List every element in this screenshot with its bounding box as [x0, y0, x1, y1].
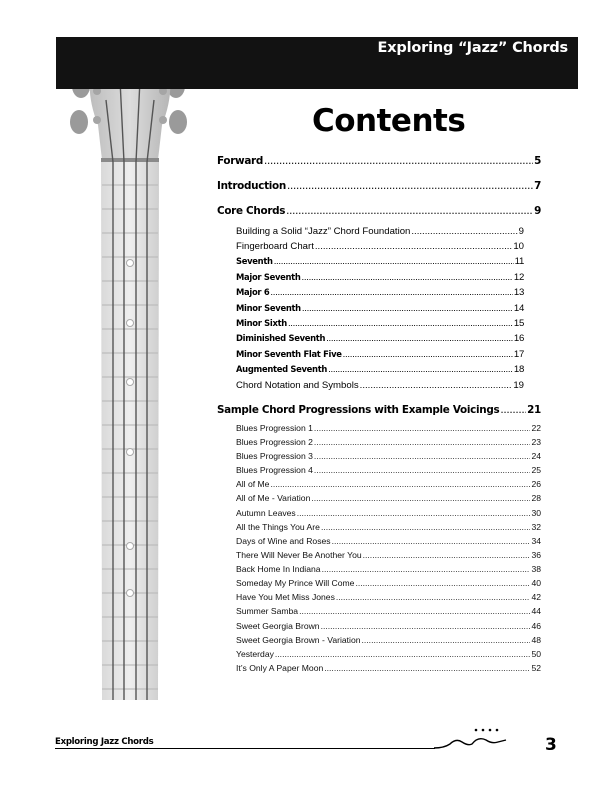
toc-entry-label: Summer Samba [236, 606, 299, 616]
toc-entry [236, 578, 541, 588]
toc-entry-label: All of Me [236, 479, 270, 489]
toc-leader-dots [264, 155, 533, 167]
toc-entry [236, 536, 541, 546]
toc-entry-page: 22 [531, 423, 541, 433]
toc-entry-label: Minor Seventh [236, 303, 301, 313]
toc-entry-page: 17 [513, 349, 524, 360]
page-number: 3 [545, 735, 557, 755]
toc-entry-label: All the Things You Are [236, 522, 320, 532]
toc-entry-page: 52 [531, 663, 541, 673]
toc-entry-page: 26 [531, 479, 541, 489]
toc-entry-page: 12 [513, 272, 524, 283]
toc-leader-dots [328, 364, 513, 375]
toc-entry-page: 32 [531, 522, 541, 532]
toc-entry [236, 380, 524, 391]
toc-entry-page: 21 [527, 404, 541, 416]
toc-entry-label: Minor Sixth [236, 318, 287, 328]
toc-entry [217, 155, 541, 167]
toc-entry [236, 287, 524, 298]
toc-entry [236, 423, 541, 433]
toc-entry [236, 522, 541, 532]
guitar-outline-icon [432, 726, 508, 752]
toc-entry-page: 23 [531, 437, 541, 447]
footer-title: Exploring Jazz Chords [55, 737, 154, 747]
toc-entry-page: 19 [513, 380, 524, 391]
toc-entry [236, 606, 541, 616]
toc-entry-label: Blues Progression 4 [236, 465, 313, 475]
toc-entry-label: Core Chords [217, 205, 286, 217]
toc-entry-label: It’s Only A Paper Moon [236, 663, 324, 673]
toc-entry [217, 180, 541, 192]
toc-entry [236, 256, 524, 267]
toc-entry [236, 226, 524, 237]
toc-entry [236, 437, 541, 447]
footer-rule [55, 748, 435, 749]
toc-entry-page: 10 [513, 241, 524, 252]
toc-entry-label: Sweet Georgia Brown - Variation [236, 635, 361, 645]
toc-entry-page: 7 [534, 180, 541, 192]
toc-leader-dots [286, 205, 533, 217]
toc-entry [236, 479, 541, 489]
toc-leader-dots [324, 663, 530, 673]
toc-entry [236, 241, 524, 252]
toc-entry-page: 14 [513, 303, 524, 314]
toc-entry-label: All of Me - Variation [236, 493, 311, 503]
toc-entry [236, 272, 524, 283]
toc-entry [236, 303, 524, 314]
toc-entry-label: Minor Seventh Flat Five [236, 349, 342, 359]
toc-entry [236, 592, 541, 602]
toc-entry [236, 349, 524, 360]
toc-leader-dots [299, 606, 530, 616]
toc-entry-label: Autumn Leaves [236, 508, 296, 518]
toc-entry [236, 564, 541, 574]
toc-entry-label: Days of Wine and Roses [236, 536, 331, 546]
toc-entry [236, 635, 541, 645]
toc-entry-label: Fingerboard Chart [236, 241, 314, 252]
toc-entry-page: 15 [513, 318, 524, 329]
toc-leader-dots [311, 493, 530, 503]
header-title: Exploring “Jazz” Chords [377, 40, 568, 56]
toc-entry-label: Someday My Prince Will Come [236, 578, 355, 588]
toc-leader-dots [287, 180, 533, 192]
toc-entry [236, 550, 541, 560]
toc-entry-label: Have You Met Miss Jones [236, 592, 335, 602]
toc-leader-dots [275, 649, 531, 659]
toc-entry-page: 13 [513, 287, 524, 298]
toc-leader-dots [336, 592, 531, 602]
toc-entry [236, 364, 524, 375]
toc-entry-page: 18 [513, 364, 524, 375]
toc-entry-label: Diminished Seventh [236, 333, 326, 343]
toc-entry-page: 42 [531, 592, 541, 602]
toc-entry-label: Augmented Seventh [236, 364, 328, 374]
toc-entry-page: 28 [531, 493, 541, 503]
toc-leader-dots [314, 465, 531, 475]
toc-entry-page: 48 [531, 635, 541, 645]
toc-entry [236, 508, 541, 518]
toc-entry [236, 451, 541, 461]
toc-entry-page: 46 [531, 621, 541, 631]
toc-entry [236, 465, 541, 475]
toc-entry-label: Building a Solid “Jazz” Chord Foundation [236, 226, 411, 237]
toc-entry [236, 649, 541, 659]
toc-entry-label: Sweet Georgia Brown [236, 621, 320, 631]
toc-entry-page: 40 [531, 578, 541, 588]
toc-entry-label: Major 6 [236, 287, 270, 297]
toc-leader-dots [321, 522, 531, 532]
toc-entry-page: 34 [531, 536, 541, 546]
toc-entry-label: Yesterday [236, 649, 274, 659]
toc-entry [217, 205, 541, 217]
toc-leader-dots [315, 241, 512, 252]
toc-entry-page: 50 [531, 649, 541, 659]
toc-entry [236, 318, 524, 329]
toc-entry-page: 9 [534, 205, 541, 217]
toc-leader-dots [321, 621, 531, 631]
toc-entry-label: Forward [217, 155, 264, 167]
toc-leader-dots [363, 550, 531, 560]
toc-leader-dots [362, 635, 531, 645]
toc-leader-dots [314, 437, 531, 447]
toc-entry-label: There Will Never Be Another You [236, 550, 362, 560]
toc-entry-page: 30 [531, 508, 541, 518]
toc-entry-page: 9 [518, 226, 524, 237]
toc-leader-dots [314, 423, 531, 433]
toc-entry [236, 621, 541, 631]
page-title: Contents [312, 103, 466, 139]
toc-entry-label: Introduction [217, 180, 286, 192]
toc-entry-page: 38 [531, 564, 541, 574]
toc-entry-page: 11 [514, 256, 524, 267]
toc-leader-dots [288, 318, 513, 329]
toc-entry-label: Blues Progression 3 [236, 451, 313, 461]
toc-leader-dots [297, 508, 531, 518]
toc-entry-label: Blues Progression 2 [236, 437, 313, 447]
toc-leader-dots [314, 451, 531, 461]
toc-leader-dots [500, 404, 526, 416]
toc-leader-dots [322, 564, 531, 574]
toc-leader-dots [270, 287, 513, 298]
toc-entry [217, 404, 541, 416]
toc-leader-dots [343, 349, 513, 360]
toc-entry-label: Sample Chord Progressions with Example Voicings [217, 404, 500, 416]
toc-entry-page: 24 [531, 451, 541, 461]
toc-leader-dots [360, 380, 513, 391]
toc-leader-dots [302, 303, 513, 314]
toc-entry [236, 333, 524, 344]
toc-entry-label: Back Home In Indiana [236, 564, 321, 574]
toc-entry-label: Major Seventh [236, 272, 301, 282]
toc-leader-dots [411, 226, 517, 237]
toc-entry-page: 5 [534, 155, 541, 167]
toc-leader-dots [302, 272, 513, 283]
toc-entry-label: Seventh [236, 256, 273, 266]
toc-entry-label: Blues Progression 1 [236, 423, 313, 433]
toc-leader-dots [326, 333, 513, 344]
toc-leader-dots [355, 578, 530, 588]
toc-leader-dots [332, 536, 531, 546]
toc-entry-page: 16 [513, 333, 524, 344]
toc-leader-dots [270, 479, 530, 489]
toc-leader-dots [274, 256, 514, 267]
toc-entry-page: 44 [531, 606, 541, 616]
toc-entry-page: 36 [531, 550, 541, 560]
toc-entry [236, 493, 541, 503]
toc-entry [236, 663, 541, 673]
toc-entry-page: 25 [531, 465, 541, 475]
toc-entry-label: Chord Notation and Symbols [236, 380, 359, 391]
